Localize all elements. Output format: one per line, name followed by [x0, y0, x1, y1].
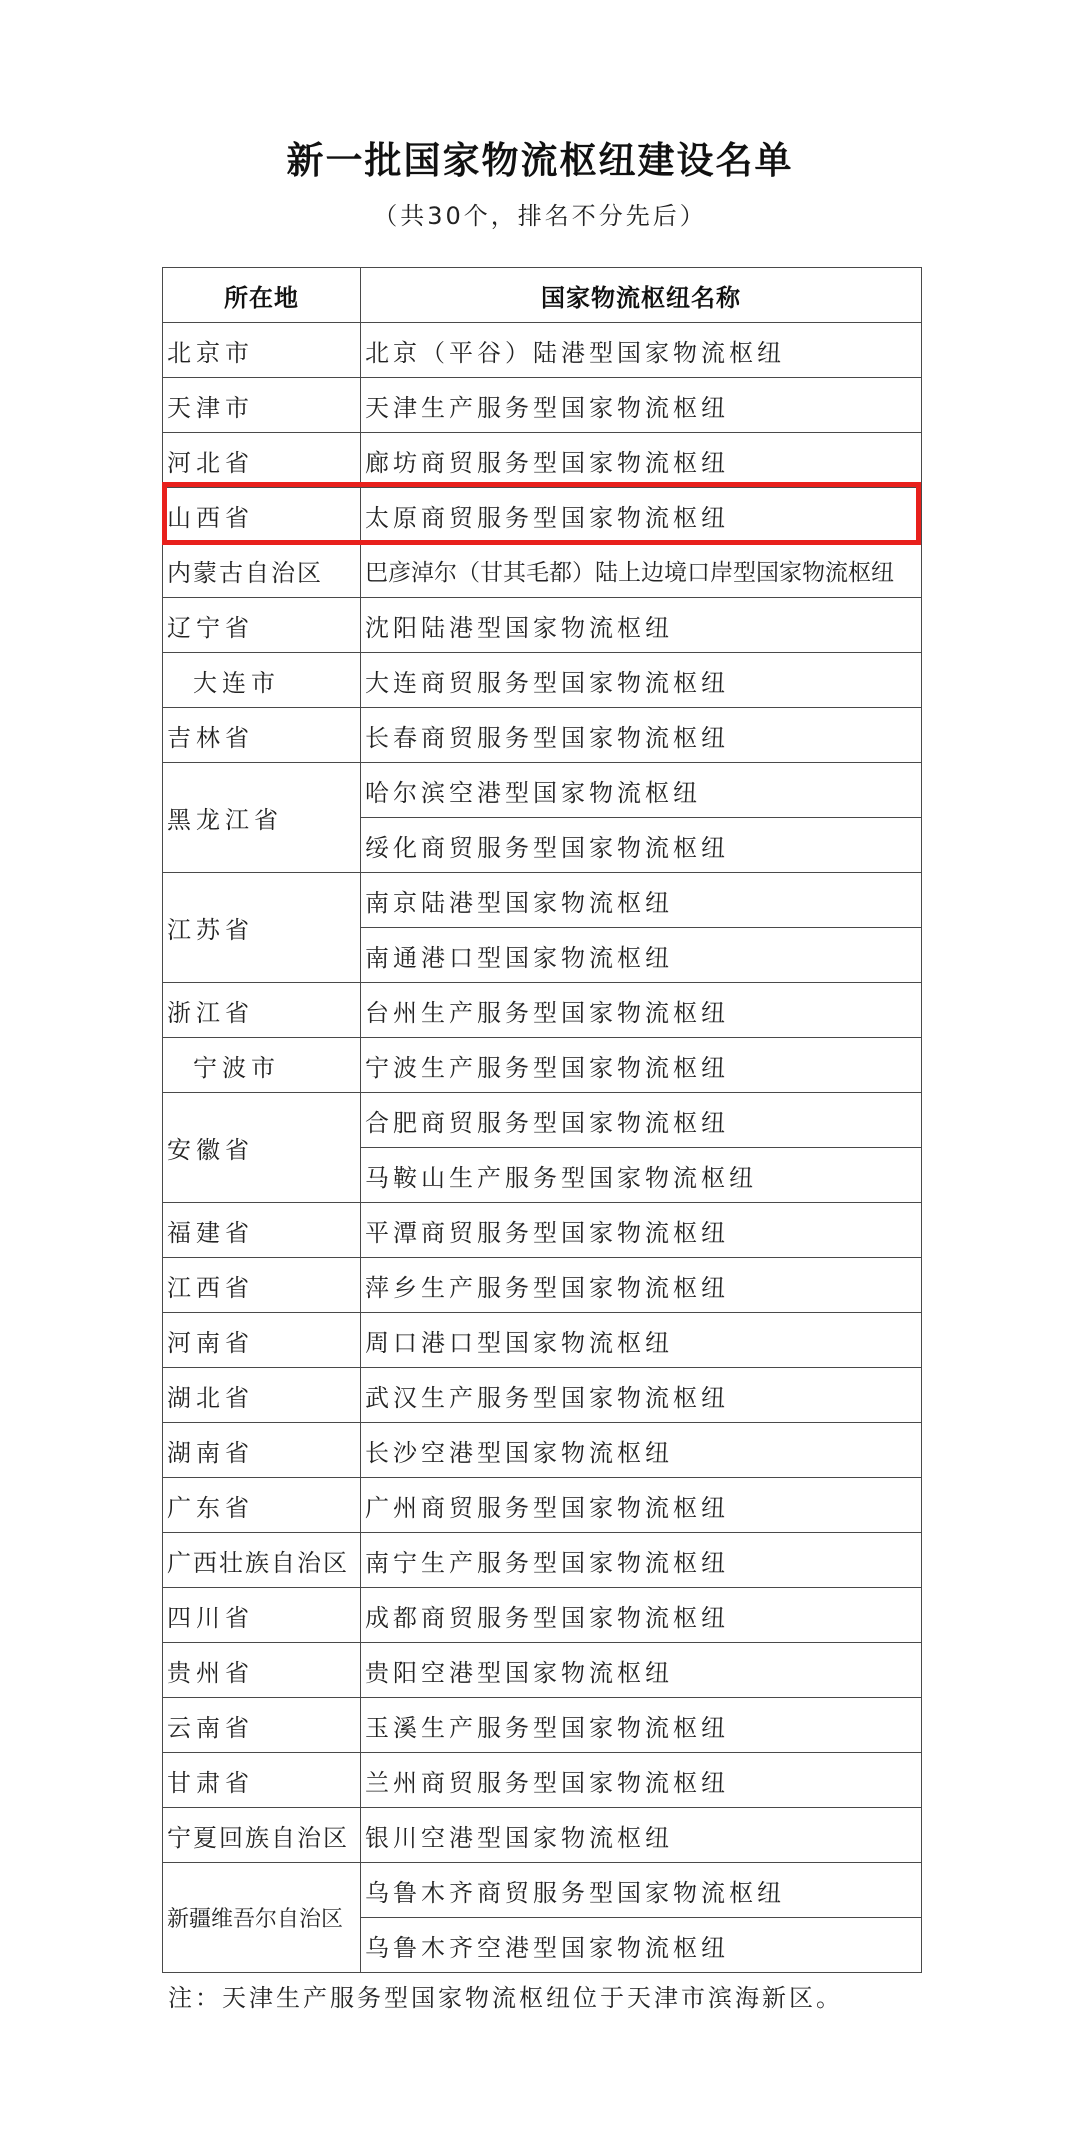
hub-name-cell: 玉溪生产服务型国家物流枢纽: [361, 1698, 922, 1753]
location-cell: 江西省: [163, 1258, 361, 1313]
table-row: [163, 1698, 922, 1753]
hub-name-cell: 南通港口型国家物流枢纽: [361, 928, 922, 983]
table-row: [163, 1313, 922, 1368]
location-cell: 四川省: [163, 1588, 361, 1643]
hub-name-cell: 萍乡生产服务型国家物流枢纽: [361, 1258, 922, 1313]
location-cell: 宁夏回族自治区: [163, 1808, 361, 1863]
location-cell: 河北省: [163, 433, 361, 488]
hub-name-cell: 绥化商贸服务型国家物流枢纽: [361, 818, 922, 873]
table-row: [163, 1643, 922, 1698]
hub-name-cell: 兰州商贸服务型国家物流枢纽: [361, 1753, 922, 1808]
table-row: [163, 378, 922, 433]
location-cell: 湖北省: [163, 1368, 361, 1423]
table-row: [163, 1863, 922, 1918]
location-cell: 山西省: [163, 488, 361, 543]
location-cell: 内蒙古自治区: [163, 543, 361, 598]
location-cell: 江苏省: [163, 873, 361, 983]
hub-name-cell: 大连商贸服务型国家物流枢纽: [361, 653, 922, 708]
location-cell: 黑龙江省: [163, 763, 361, 873]
table-row: [163, 323, 922, 378]
hub-name-cell: 长沙空港型国家物流枢纽: [361, 1423, 922, 1478]
hub-name-cell: 台州生产服务型国家物流枢纽: [361, 983, 922, 1038]
hub-list-table: [162, 267, 922, 1973]
table-body: [163, 323, 922, 1973]
location-cell: 新疆维吾尔自治区: [163, 1863, 361, 1973]
hub-name-cell: 哈尔滨空港型国家物流枢纽: [361, 763, 922, 818]
hub-name-cell: 周口港口型国家物流枢纽: [361, 1313, 922, 1368]
table-row: [163, 1588, 922, 1643]
hub-name-cell: 巴彦淖尔（甘其毛都）陆上边境口岸型国家物流枢纽: [361, 543, 922, 598]
table-row: [163, 983, 922, 1038]
table-row: [163, 1038, 922, 1093]
location-cell: 贵州省: [163, 1643, 361, 1698]
hub-name-cell: 北京（平谷）陆港型国家物流枢纽: [361, 323, 922, 378]
location-cell: 福建省: [163, 1203, 361, 1258]
hub-name-cell: 贵阳空港型国家物流枢纽: [361, 1643, 922, 1698]
footnote: 注：天津生产服务型国家物流枢纽位于天津市滨海新区。: [168, 1984, 843, 2012]
table-row: [163, 1258, 922, 1313]
location-cell: 甘肃省: [163, 1753, 361, 1808]
hub-name-cell: 银川空港型国家物流枢纽: [361, 1808, 922, 1863]
location-cell: 吉林省: [163, 708, 361, 763]
hub-name-cell: 乌鲁木齐空港型国家物流枢纽: [361, 1918, 922, 1973]
hub-name-cell: 长春商贸服务型国家物流枢纽: [361, 708, 922, 763]
hub-name-cell: 宁波生产服务型国家物流枢纽: [361, 1038, 922, 1093]
location-cell: 大连市: [163, 653, 361, 708]
table-row: [163, 543, 922, 598]
table-row: [163, 653, 922, 708]
table-row: [163, 1533, 922, 1588]
hub-name-cell: 南京陆港型国家物流枢纽: [361, 873, 922, 928]
table-row: [163, 873, 922, 928]
table-row: [163, 1423, 922, 1478]
table-row: [163, 1808, 922, 1863]
table-row: [163, 1478, 922, 1533]
table-row: [163, 1368, 922, 1423]
table-row: [163, 1203, 922, 1258]
hub-name-cell: 合肥商贸服务型国家物流枢纽: [361, 1093, 922, 1148]
table-header-row: [163, 268, 922, 323]
table-row: [163, 708, 922, 763]
table-row: [163, 1093, 922, 1148]
location-cell: 湖南省: [163, 1423, 361, 1478]
location-cell: 辽宁省: [163, 598, 361, 653]
location-cell: 宁波市: [163, 1038, 361, 1093]
location-cell: 云南省: [163, 1698, 361, 1753]
location-cell: 安徽省: [163, 1093, 361, 1203]
hub-name-cell: 成都商贸服务型国家物流枢纽: [361, 1588, 922, 1643]
hub-name-cell: 太原商贸服务型国家物流枢纽: [361, 488, 922, 543]
table-row: [163, 598, 922, 653]
location-cell: 河南省: [163, 1313, 361, 1368]
hub-name-cell: 沈阳陆港型国家物流枢纽: [361, 598, 922, 653]
location-cell: 广东省: [163, 1478, 361, 1533]
hub-name-cell: 天津生产服务型国家物流枢纽: [361, 378, 922, 433]
location-cell: 北京市: [163, 323, 361, 378]
hub-name-cell: 廊坊商贸服务型国家物流枢纽: [361, 433, 922, 488]
table-row: [163, 433, 922, 488]
table-row: [163, 763, 922, 818]
header-hub-name: 国家物流枢纽名称: [361, 268, 922, 323]
hub-name-cell: 武汉生产服务型国家物流枢纽: [361, 1368, 922, 1423]
location-cell: 天津市: [163, 378, 361, 433]
table-row: [163, 488, 922, 543]
page-subtitle: （共30个，排名不分先后）: [373, 202, 707, 230]
hub-name-cell: 乌鲁木齐商贸服务型国家物流枢纽: [361, 1863, 922, 1918]
hub-name-cell: 南宁生产服务型国家物流枢纽: [361, 1533, 922, 1588]
page-title: 新一批国家物流枢纽建设名单: [286, 139, 794, 182]
hub-name-cell: 广州商贸服务型国家物流枢纽: [361, 1478, 922, 1533]
hub-name-cell: 马鞍山生产服务型国家物流枢纽: [361, 1148, 922, 1203]
location-cell: 浙江省: [163, 983, 361, 1038]
table-row: [163, 1753, 922, 1808]
header-location: 所在地: [163, 268, 361, 323]
hub-name-cell: 平潭商贸服务型国家物流枢纽: [361, 1203, 922, 1258]
location-cell: 广西壮族自治区: [163, 1533, 361, 1588]
